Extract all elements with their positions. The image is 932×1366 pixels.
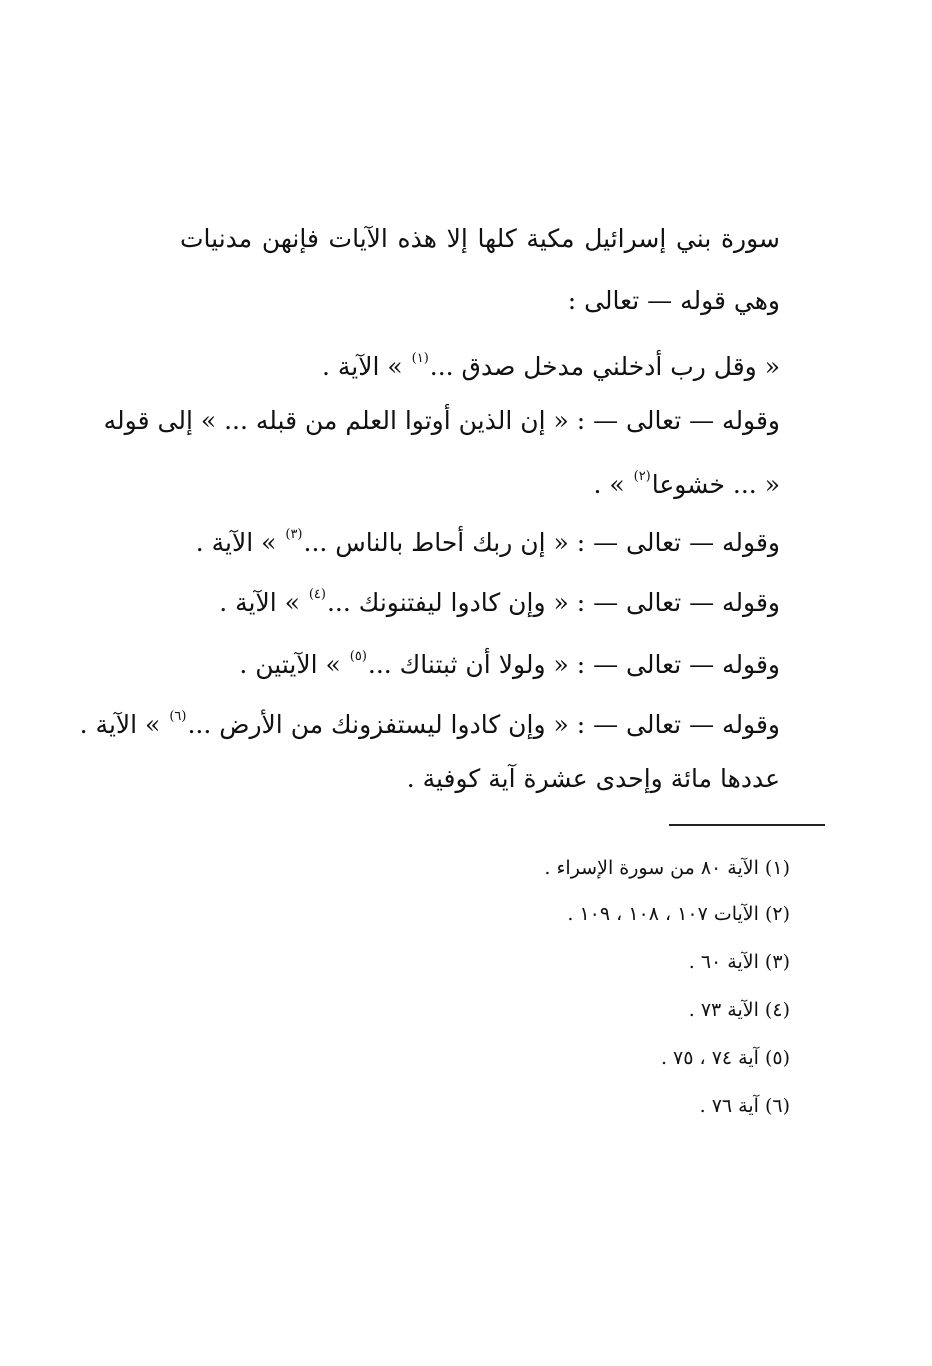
footnote-5: (٥) آية ٧٤ ، ٧٥ . [660,1047,790,1069]
verse-count-line: عددها مائة وإحدى عشرة آية كوفية . [406,764,780,793]
verse-line-4 [219,578,780,620]
footnote-ref: (٢) [633,469,651,484]
verse-line-1 [322,342,780,384]
verse-end: » . [593,470,625,499]
verse-end: » الآية . [219,588,300,617]
verse-text: « وقل رب أدخلني مدخل صدق ... [429,352,780,381]
verse-text: وقوله — تعالى — : « إن ربك أحاط بالناس ... [303,528,780,557]
verse-line-3 [196,518,780,560]
verse-line-2-cont [593,460,780,502]
verse-line-2: وقوله — تعالى — : « إن الذين أوتوا العلم من قبله ... » إلى قوله [103,406,780,435]
verse-text: « ... خشوعا [651,470,780,499]
verse-text: وقوله — تعالى — : « ولولا أن ثبتناك ... [367,650,780,679]
footnote-6: (٦) آية ٧٦ . [699,1095,790,1117]
footnote-1: (١) الآية ٨٠ من سورة الإسراء . [544,857,790,879]
footnote-ref: (٤) [308,587,326,602]
intro-line-1: سورة بني إسرائيل مكية كلها إلا هذه الآيات فإنهن مدنيات [180,224,780,253]
verse-end: » الآيتين . [239,650,341,679]
footnote-3: (٣) الآية ٦٠ . [688,951,790,973]
footnote-ref: (٣) [285,527,303,542]
intro-line-2: وهي قوله — تعالى : [567,286,780,315]
verse-end: » الآية . [321,352,403,381]
verse-text: وقوله — تعالى — : « وإن كادوا ليستفزونك من الأرض ... [187,710,780,739]
footnote-ref: (٦) [169,709,187,724]
footnote-ref: (١) [411,351,429,366]
verse-end: » الآية . [79,710,161,739]
footnote-4: (٤) الآية ٧٣ . [688,999,790,1021]
footnote-separator [669,824,825,826]
verse-line-5 [239,640,780,682]
footnote-2: (٢) الآيات ١٠٧ ، ١٠٨ ، ١٠٩ . [567,903,790,925]
verse-end: » الآية . [195,528,277,557]
verse-line-6 [80,700,780,742]
verse-text: وقوله — تعالى — : « وإن كادوا ليفتنونك ... [326,588,780,617]
footnote-ref: (٥) [349,649,367,664]
